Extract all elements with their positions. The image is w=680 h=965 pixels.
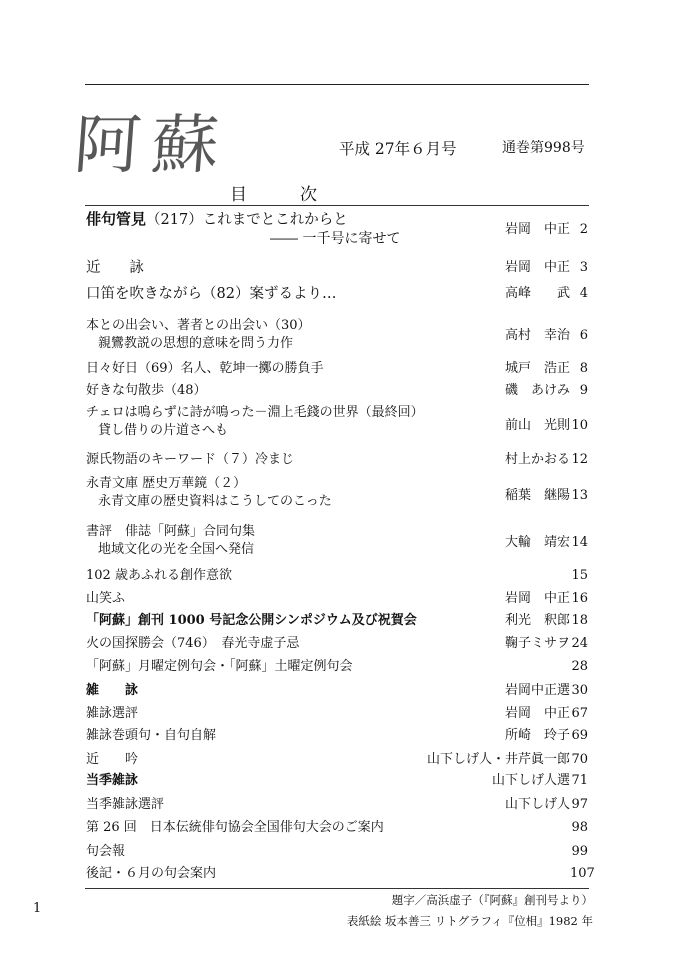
toc-entry[interactable]: 近 詠 岩岡 中正 3 (86, 260, 588, 276)
masthead-logo: 阿蘇 (71, 109, 232, 183)
serial-number: 通巻第998号 (502, 140, 585, 156)
toc-entry[interactable]: 口笛を吹きながら（82）案ずるより… 高峰 武 4 (86, 286, 588, 302)
toc-entry[interactable]: 後記・６月の句会案内 107 (86, 866, 595, 881)
toc-entry[interactable]: 当季雑詠選評 山下しげ人 97 (86, 797, 588, 812)
toc-bottom-rule (85, 888, 589, 889)
toc-entry[interactable]: 雑 詠 岩岡中正選 30 (86, 683, 588, 698)
toc-entry[interactable]: 「阿蘇」月曜定例句会・「阿蘇」土曜定例句会 28 (86, 659, 588, 674)
issue-date: 平成 27年６月号 (339, 140, 457, 158)
toc-entry[interactable]: 「阿蘇」創刊 1000 号記念公開シンポジウム及び祝賀会 利光 釈郎 18 (86, 613, 588, 628)
toc-entry[interactable]: 当季雑詠 山下しげ人選 71 (86, 773, 588, 788)
top-rule (85, 84, 589, 85)
footer-credit-cover: 表紙絵 坂本善三 リトグラフィ『位相』1982 年 (346, 914, 593, 928)
toc-entry[interactable]: 火の国探勝会（746） 春光寺虚子忌 鞠子ミサヲ 24 (86, 636, 588, 651)
toc-heading: 目 次 (230, 185, 335, 205)
toc-entry[interactable]: 永青文庫 歴史万華鏡（２） 永青文庫の歴史資料はこうしてのこった 稲葉 継陽 13 (86, 476, 588, 509)
toc-entry[interactable]: 好きな句散歩（48） 磯 あけみ 9 (86, 383, 588, 398)
toc-top-rule (85, 205, 589, 206)
toc-entry[interactable]: 句会報 99 (86, 844, 588, 859)
toc-entry[interactable]: 第 26 回 日本伝統俳句協会全国俳句大会のご案内 98 (86, 820, 588, 835)
toc-entry[interactable]: 山笑ふ 岩岡 中正 16 (86, 591, 588, 606)
footer-credit-title: 題字／高浜虚子（『阿蘇』創刊号より） (391, 893, 593, 907)
toc-entry[interactable]: 102 歳あふれる創作意欲 15 (86, 568, 588, 583)
toc-entry[interactable]: 近 吟 山下しげ人・井芹眞一郎 70 (86, 752, 588, 767)
toc-entry[interactable]: 本との出会い、著者との出会い（30） 親鸞教説の思想的意味を問う力作 高村 幸治 6 (86, 318, 588, 351)
toc-entry[interactable]: 俳句管見（217）これまでとこれからと ―― 一千号に寄せて 岩岡 中正 2 (86, 210, 588, 247)
toc-entry[interactable]: 雑詠巻頭句・自句自解 所崎 玲子 69 (86, 728, 588, 743)
toc-entry[interactable]: 書評 俳誌「阿蘇」合同句集 地域文化の光を全国へ発信 大輪 靖宏 14 (86, 524, 588, 557)
page-number: 1 (33, 901, 42, 916)
toc-entry[interactable]: 日々好日（69）名人、乾坤一擲の勝負手 城戸 浩正 8 (86, 361, 588, 376)
toc-entry[interactable]: チェロは鳴らずに詩が鳴った－淵上毛錢の世界（最終回） 貸し借りの片道さへも 前山 光則 10 (86, 405, 588, 438)
toc-entry[interactable]: 雑詠選評 岩岡 中正 67 (86, 706, 588, 721)
toc-entry[interactable]: 源氏物語のキーワード（７）冷まじ 村上かおる 12 (86, 452, 588, 467)
